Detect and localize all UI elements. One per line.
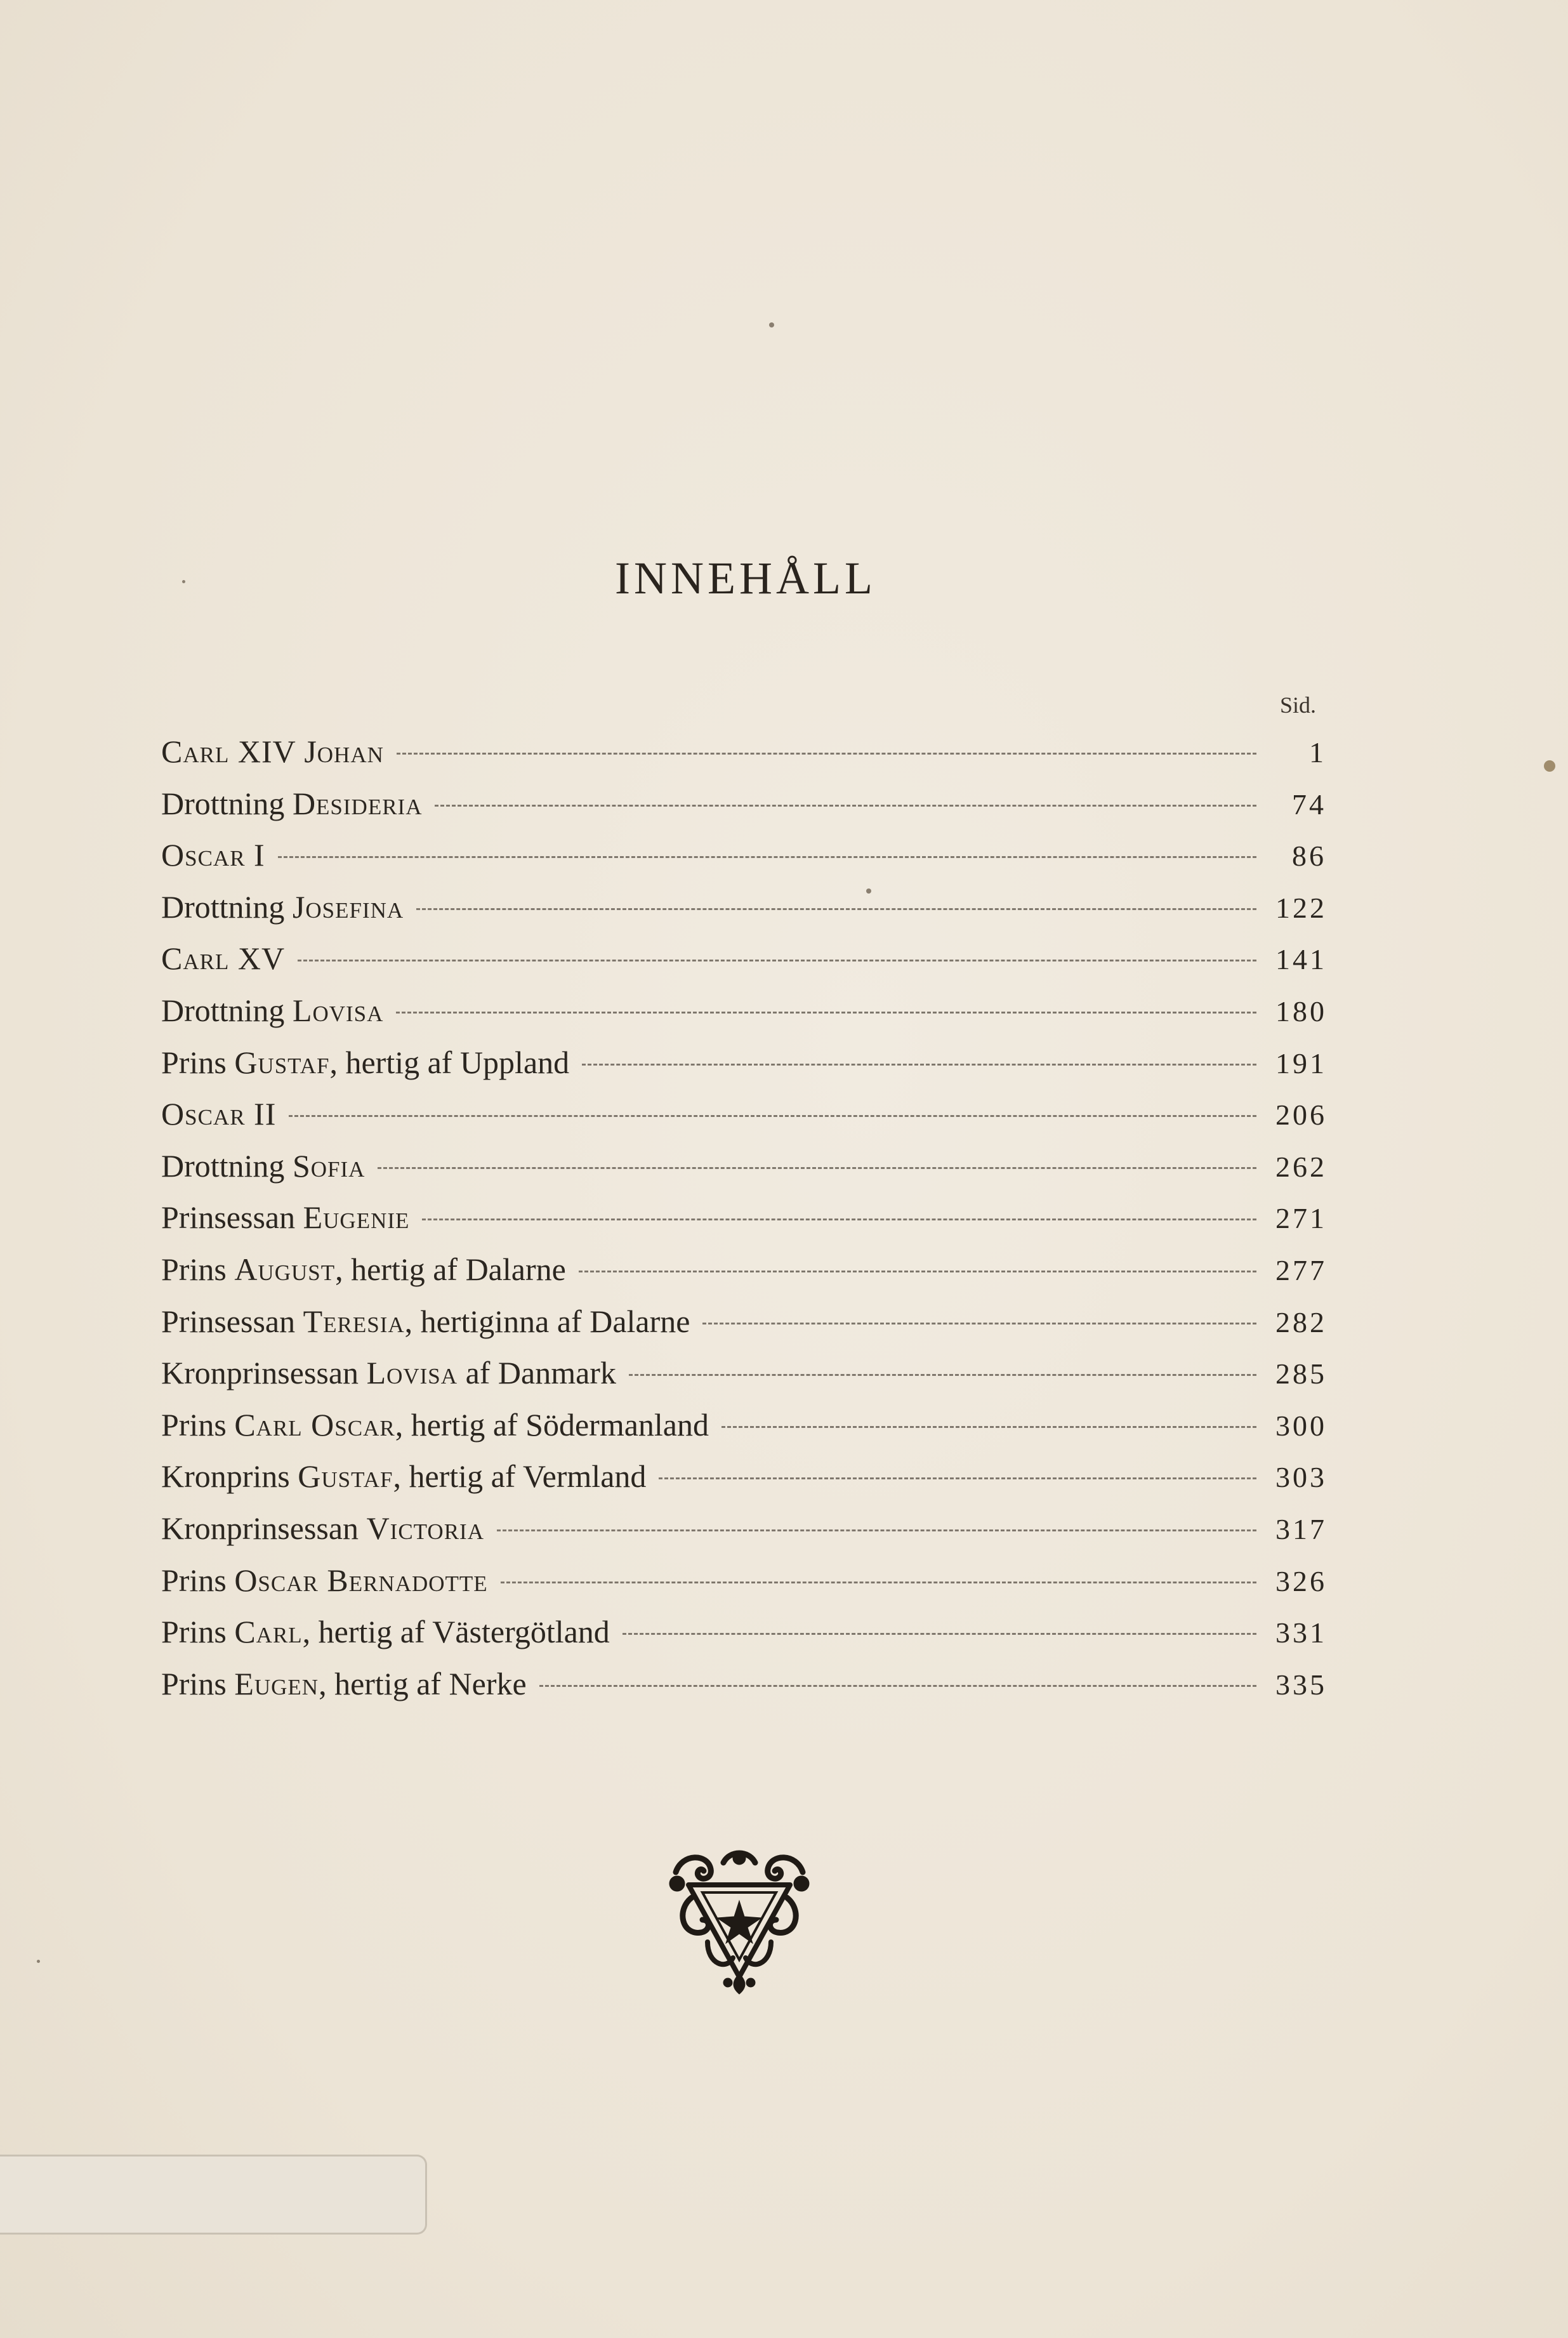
toc-page-number: 86 bbox=[1292, 840, 1326, 873]
toc-entry-name: Sofia bbox=[292, 1147, 366, 1184]
toc-entry-prefix: Prins bbox=[161, 1251, 235, 1287]
toc-entry-prefix: Kronprinsessan bbox=[161, 1355, 367, 1391]
toc-entry-name: Eugen bbox=[234, 1665, 319, 1701]
toc-entry-title bbox=[161, 1244, 566, 1296]
paper-speck bbox=[866, 888, 871, 894]
toc-entry-suffix: , hertig af Nerke bbox=[319, 1665, 527, 1701]
toc-entry-name: Josefina bbox=[292, 888, 404, 925]
toc-row bbox=[161, 1037, 1326, 1089]
dot-leader bbox=[396, 1012, 1256, 1014]
toc-page-number: 303 bbox=[1275, 1461, 1327, 1494]
toc-page-number: 282 bbox=[1275, 1305, 1327, 1338]
toc-entry-title bbox=[161, 1192, 409, 1244]
toc-entry-title bbox=[161, 829, 265, 882]
toc-page-number: 141 bbox=[1275, 943, 1327, 976]
paper-speck bbox=[1544, 760, 1555, 772]
dot-leader bbox=[378, 1167, 1256, 1169]
toc-entry-title bbox=[161, 1606, 610, 1658]
toc-row bbox=[161, 1606, 1326, 1658]
dot-leader bbox=[659, 1477, 1256, 1479]
toc-row bbox=[161, 1192, 1326, 1244]
toc-page-number: 271 bbox=[1275, 1202, 1327, 1235]
toc-row bbox=[161, 985, 1326, 1037]
toc-entry-prefix: Prins bbox=[161, 1044, 235, 1080]
dot-leader bbox=[501, 1582, 1256, 1583]
toc-entry-name: Eugenie bbox=[303, 1199, 410, 1236]
toc-entry-title bbox=[161, 1555, 488, 1607]
toc-row bbox=[161, 1088, 1326, 1140]
toc-page-number: 317 bbox=[1275, 1512, 1327, 1545]
toc-entry-title bbox=[161, 933, 285, 985]
toc-entry-name: Gustaf bbox=[234, 1044, 330, 1080]
toc-row bbox=[161, 829, 1326, 882]
page-title: INNEHÅLL bbox=[615, 553, 876, 604]
toc-entry-prefix: Kronprinsessan bbox=[161, 1510, 367, 1546]
toc-entry-prefix: Kronprins bbox=[161, 1458, 298, 1495]
paper-speck bbox=[769, 322, 774, 327]
toc-page-number: 262 bbox=[1275, 1150, 1327, 1183]
toc-entry-suffix: , hertig af Södermanland bbox=[395, 1406, 709, 1443]
toc-page-number: 285 bbox=[1275, 1357, 1327, 1390]
dot-leader bbox=[416, 908, 1256, 910]
toc-entry-name: Desideria bbox=[292, 785, 423, 821]
toc-entry-name: Teresia bbox=[303, 1303, 405, 1339]
toc-row bbox=[161, 778, 1326, 830]
toc-entry-name: Gustaf bbox=[298, 1458, 393, 1495]
toc-entry-title bbox=[161, 1037, 569, 1089]
toc-entry-prefix: Drottning bbox=[161, 785, 293, 821]
dot-leader bbox=[721, 1426, 1256, 1428]
dot-leader bbox=[623, 1633, 1256, 1635]
toc-entry-title bbox=[161, 1658, 527, 1710]
toc-entry-name: Carl bbox=[234, 1614, 303, 1650]
toc-entry-prefix: Drottning bbox=[161, 888, 293, 925]
toc-entry-suffix: af Danmark bbox=[458, 1355, 616, 1391]
toc-entry-name: Victoria bbox=[366, 1510, 484, 1546]
toc-entry-title bbox=[161, 1347, 616, 1399]
toc-entry-title bbox=[161, 778, 422, 830]
toc-row bbox=[161, 1399, 1326, 1451]
toc-row bbox=[161, 1658, 1326, 1710]
toc-entry-name: Oscar Bernadotte bbox=[234, 1562, 488, 1598]
toc-entry-name: Carl XV bbox=[161, 941, 286, 977]
toc-row bbox=[161, 933, 1326, 985]
toc-row bbox=[161, 882, 1326, 934]
floral-vignette-icon bbox=[663, 1847, 815, 1999]
dot-leader bbox=[579, 1271, 1256, 1272]
dot-leader bbox=[278, 856, 1256, 858]
toc-entry-title bbox=[161, 1503, 484, 1555]
toc-entry-name: Carl XIV Johan bbox=[161, 734, 384, 769]
toc-entry-name: Oscar II bbox=[161, 1096, 277, 1132]
toc-entry-prefix: Prinsessan bbox=[161, 1199, 303, 1236]
toc-entry-title bbox=[161, 1399, 709, 1451]
dot-leader bbox=[422, 1219, 1256, 1220]
toc-entry-prefix: Drottning bbox=[161, 1147, 293, 1184]
toc-entry-title bbox=[161, 1140, 365, 1192]
toc-entry-title bbox=[161, 1451, 646, 1503]
toc-page-number: 331 bbox=[1275, 1616, 1327, 1649]
toc-entry-suffix: , hertig af Vermland bbox=[393, 1458, 647, 1495]
toc-page-number: 300 bbox=[1275, 1409, 1327, 1442]
toc-entry-title bbox=[161, 985, 383, 1037]
toc-entry-suffix: , hertig af Uppland bbox=[329, 1044, 570, 1080]
toc-page-number: 74 bbox=[1292, 788, 1326, 821]
dot-leader bbox=[702, 1323, 1256, 1324]
toc-entry-prefix: Drottning bbox=[161, 992, 293, 1028]
toc-entries bbox=[161, 726, 1326, 1710]
dot-leader bbox=[497, 1529, 1256, 1531]
toc-page-number: 1 bbox=[1309, 736, 1326, 769]
toc-page-number: 180 bbox=[1275, 994, 1327, 1027]
toc-entry-prefix: Prinsessan bbox=[161, 1303, 303, 1339]
toc-entry-title bbox=[161, 726, 384, 778]
toc-row bbox=[161, 726, 1326, 778]
toc-entry-name: Lovisa bbox=[292, 992, 384, 1028]
toc-entry-name: Lovisa bbox=[366, 1355, 458, 1391]
toc-entry-prefix: Prins bbox=[161, 1614, 235, 1650]
dot-leader bbox=[298, 960, 1256, 961]
dot-leader bbox=[629, 1374, 1256, 1376]
toc-entry-prefix: Prins bbox=[161, 1562, 235, 1598]
toc-row bbox=[161, 1296, 1326, 1348]
toc-row bbox=[161, 1555, 1326, 1607]
paper-speck bbox=[37, 1960, 40, 1963]
toc-page-number: 326 bbox=[1275, 1564, 1327, 1597]
paper-speck bbox=[182, 580, 185, 583]
toc-entry-prefix: Prins bbox=[161, 1406, 235, 1443]
toc-row bbox=[161, 1503, 1326, 1555]
dot-leader bbox=[435, 805, 1256, 807]
toc-row bbox=[161, 1244, 1326, 1296]
toc-entry-suffix: , hertiginna af Dalarne bbox=[404, 1303, 690, 1339]
toc-row bbox=[161, 1140, 1326, 1192]
toc-entry-prefix: Prins bbox=[161, 1665, 235, 1701]
toc-entry-suffix: , hertig af Västergötland bbox=[302, 1614, 610, 1650]
toc-entry-title bbox=[161, 1088, 276, 1140]
toc-entry-suffix: , hertig af Dalarne bbox=[335, 1251, 566, 1287]
toc-row bbox=[161, 1347, 1326, 1399]
dot-leader bbox=[289, 1115, 1256, 1117]
library-label-tab bbox=[0, 2155, 427, 2235]
toc-page-number: 122 bbox=[1275, 891, 1327, 924]
dot-leader bbox=[582, 1064, 1256, 1066]
dot-leader bbox=[397, 753, 1256, 755]
toc-entry-name: August bbox=[234, 1251, 336, 1287]
toc-page-number: 277 bbox=[1275, 1253, 1327, 1286]
toc-entry-title bbox=[161, 1296, 690, 1348]
toc-entry-name: Carl Oscar bbox=[234, 1406, 395, 1443]
table-of-contents bbox=[161, 692, 1326, 1710]
toc-page-number: 191 bbox=[1275, 1047, 1327, 1080]
toc-entry-title bbox=[161, 882, 404, 934]
toc-entry-name: Oscar I bbox=[161, 837, 265, 873]
toc-page-number: 335 bbox=[1275, 1668, 1327, 1701]
dot-leader bbox=[539, 1685, 1256, 1687]
toc-row bbox=[161, 1451, 1326, 1503]
page-column-header: Sid. bbox=[1279, 692, 1316, 718]
toc-page-number: 206 bbox=[1275, 1099, 1327, 1132]
